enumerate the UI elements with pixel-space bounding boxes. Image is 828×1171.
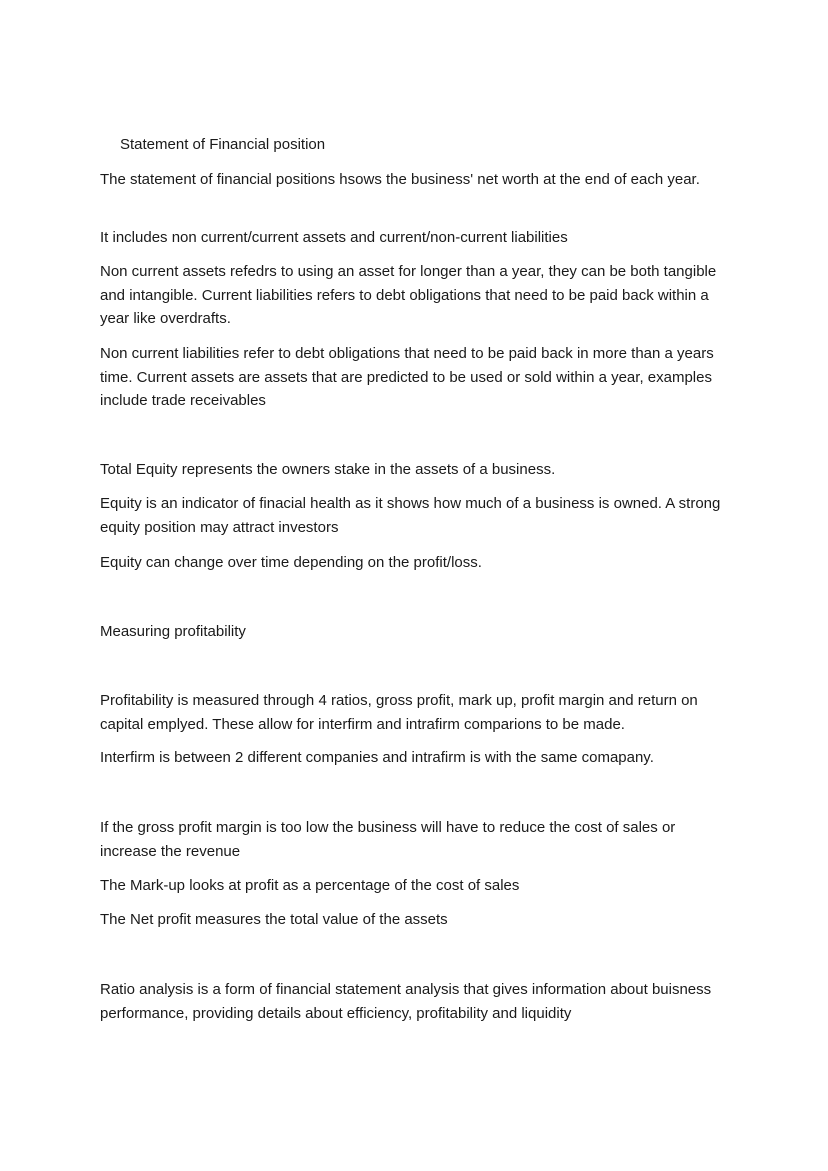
paragraph: The Net profit measures the total value of the assets	[100, 911, 448, 928]
paragraph: Interfirm is between 2 different companies and intrafirm is with the same comapany.	[100, 749, 654, 766]
paragraph: Non current liabilities refer to debt obligations that need to be paid back in more than a years time. Current assets are assets that are predicted to be used or sold within a year, examples include trade receivables	[100, 345, 714, 409]
paragraph: The statement of financial positions hsows the business' net worth at the end of each year.	[100, 171, 700, 188]
paragraph: Profitability is measured through 4 ratios, gross profit, mark up, profit margin and return on capital emplyed. These allow for interfirm and intrafirm comparions to be made.	[100, 692, 698, 733]
paragraph: If the gross profit margin is too low the business will have to reduce the cost of sales or increase the revenue	[100, 819, 676, 860]
paragraph: Equity can change over time depending on the profit/loss.	[100, 554, 482, 571]
document-title: Statement of Financial position	[120, 136, 326, 153]
paragraph: Non current assets refedrs to using an asset for longer than a year, they can be both tangible and intangible. Current liabilities refers to debt obligations that need to be paid back within a year like overdrafts.	[100, 263, 717, 327]
paragraph: Ratio analysis is a form of financial statement analysis that gives information about buisness performance, providing details about efficiency, profitability and liquidity	[100, 981, 712, 1022]
paragraph: Equity is an indicator of finacial health as it shows how much of a business is owned. A strong equity position may attract investors	[100, 495, 721, 536]
paragraph: Total Equity represents the owners stake in the assets of a business.	[100, 461, 556, 478]
paragraph: It includes non current/current assets and current/non-current liabilities	[100, 229, 568, 246]
paragraph: The Mark-up looks at profit as a percentage of the cost of sales	[100, 877, 520, 894]
section-heading: Measuring profitability	[100, 623, 246, 640]
